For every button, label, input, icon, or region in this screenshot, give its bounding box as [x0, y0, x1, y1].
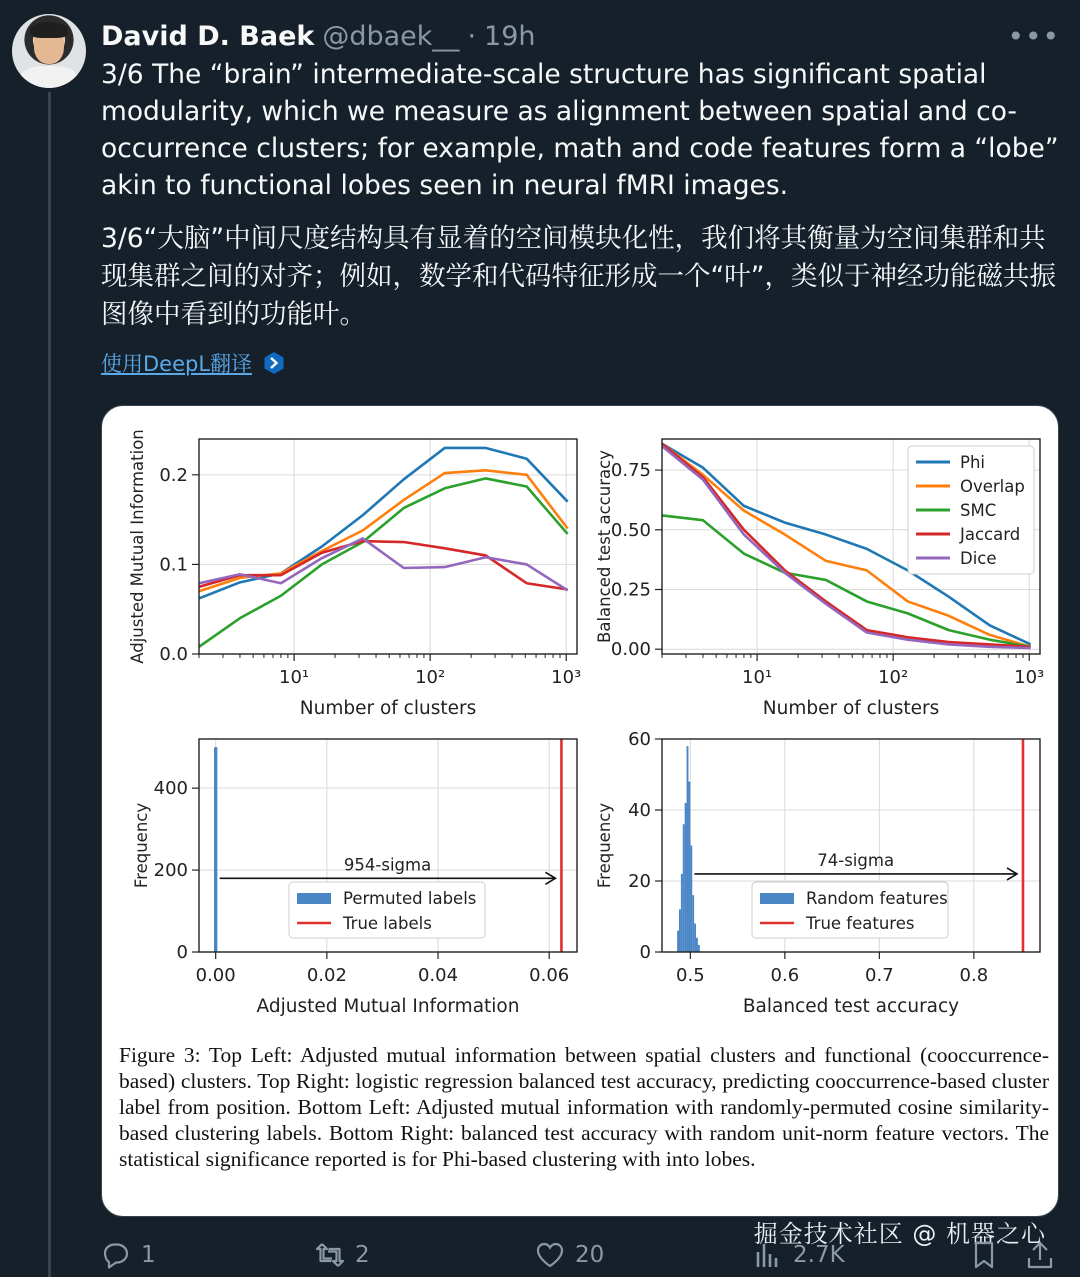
timestamp[interactable]: 19h [484, 20, 536, 52]
tweet-body-translated: 3/6“大脑”中间尺度结构具有显着的空间模块化性，我们将其衡量为空间集群和共现集群之间的对齐；例如，数学和代码特征形成一个“叶”，类似于神经功能磁共振图像中看到的功能叶。 [101, 223, 1056, 330]
legend-label: Permuted labels [343, 889, 477, 908]
y-tick-label: 0.25 [610, 579, 651, 601]
histogram-bar [214, 747, 217, 952]
bookmark-icon [969, 1240, 999, 1270]
share-icon [1025, 1240, 1055, 1270]
histogram-bar [690, 846, 692, 953]
histogram-bar [698, 945, 700, 952]
like-button[interactable] [535, 1240, 604, 1270]
legend-label: Dice [960, 549, 997, 568]
histogram-bar [696, 938, 698, 952]
y-tick-label: 40 [628, 800, 651, 821]
histogram-bar [692, 895, 694, 952]
sigma-label: 74-sigma [817, 850, 895, 870]
views-count: 2.7K [793, 1242, 845, 1268]
x-tick-label: 10³ [551, 667, 582, 688]
plot-frame [199, 439, 577, 654]
tweet-body: 3/6 The “brain” intermediate-scale structure has significant spatial modularity, which we measure as alignment between spatial and co-occurrence clusters; for example, math and code features form a “lobe” akin to functional lobes seen in neural fMRI images. [101, 59, 1059, 201]
y-tick-label: 20 [628, 871, 651, 892]
histogram-bar [683, 824, 685, 952]
x-tick-label: 0.6 [770, 965, 800, 986]
x-tick-label: 0.00 [195, 965, 236, 986]
y-axis-label: Frequency [595, 802, 614, 889]
legend-label: Jaccard [960, 525, 1021, 544]
views-button[interactable] [753, 1240, 845, 1270]
tweet-header [101, 16, 1060, 56]
bookmark-button[interactable] [969, 1240, 999, 1270]
separator-dot: · [467, 20, 477, 52]
histogram-bar [681, 874, 683, 952]
histogram-bar [687, 746, 689, 952]
translate-link[interactable] [101, 348, 286, 378]
x-tick-label: 10³ [1014, 667, 1045, 688]
y-tick-label: 0.1 [159, 554, 188, 576]
x-tick-label: 0.7 [865, 965, 894, 986]
share-button[interactable] [1025, 1240, 1055, 1270]
legend-label: True labels [343, 914, 432, 933]
y-tick-label: 0.00 [610, 639, 651, 661]
y-tick-label: 0 [176, 942, 188, 963]
thread-line [48, 92, 51, 1277]
legend-swatch [297, 893, 331, 904]
histogram-bar [688, 782, 690, 952]
avatar[interactable] [12, 14, 86, 88]
x-axis-label: Adjusted Mutual Information [256, 996, 520, 1017]
author-name[interactable]: David D. Baek [101, 20, 315, 52]
x-axis-label: Number of clusters [299, 698, 477, 719]
views-icon [753, 1240, 783, 1270]
figure-svg [102, 406, 1059, 1036]
y-tick-label: 0.0 [159, 644, 188, 665]
x-axis-label: Number of clusters [762, 698, 940, 719]
y-tick-label: 60 [628, 729, 651, 750]
legend-label: SMC [960, 501, 997, 520]
x-tick-label: 10² [878, 667, 909, 688]
y-tick-label: 0.2 [159, 464, 188, 486]
legend-label: Overlap [960, 477, 1025, 496]
more-options-icon[interactable]: ••• [1007, 20, 1060, 53]
sigma-label: 954-sigma [343, 855, 432, 875]
x-tick-label: 0.5 [676, 965, 705, 986]
y-tick-label: 0.75 [610, 460, 651, 482]
x-tick-label: 0.8 [959, 965, 989, 986]
heart-icon [535, 1240, 565, 1270]
translate-label[interactable]: 使用DeepL翻译 [101, 352, 253, 376]
y-tick-label: 200 [153, 860, 188, 882]
legend-label: Random features [806, 889, 948, 908]
y-axis-label: Frequency [132, 802, 151, 889]
deepl-icon [262, 351, 286, 375]
y-tick-label: 400 [153, 778, 188, 800]
retweet-icon [315, 1240, 345, 1270]
x-tick-label: 10² [415, 667, 446, 688]
reply-icon [101, 1240, 131, 1270]
y-tick-label: 0.50 [610, 519, 651, 541]
figure-caption: Figure 3: Top Left: Adjusted mutual information between spatial clusters and functional (cooccurrence-based) clusters. Top Right: logistic regression balanced test accuracy, predicting cooccurrence-based cluster label from position. Bottom Left: Adjusted mutual information with randomly-permuted cosine similarity-based clustering labels. Bottom Right: balanced test accuracy with random unit-norm feature vectors. The statistical significance reported is for Phi-based clustering with into lobes. [119, 1043, 1049, 1171]
author-handle[interactable]: @dbaek__ [322, 20, 460, 52]
x-axis-label: Balanced test accuracy [742, 996, 960, 1017]
reply-count: 1 [141, 1242, 156, 1268]
legend-label: Phi [960, 453, 985, 472]
series-line-jaccard [199, 541, 568, 589]
x-tick-label: 10¹ [279, 667, 310, 688]
y-tick-label: 0 [639, 942, 651, 963]
y-axis-label: Balanced test accuracy [595, 450, 614, 643]
histogram-bar [694, 924, 696, 952]
reply-button[interactable] [101, 1240, 156, 1270]
watermark: 掘金技术社区 @ 机器之心 [753, 1220, 1046, 1248]
histogram-bar [679, 909, 681, 952]
histogram-bar [685, 803, 687, 952]
legend-label: True features [806, 914, 915, 933]
x-tick-label: 0.04 [417, 965, 459, 986]
y-axis-label: Adjusted Mutual Information [128, 429, 147, 664]
x-tick-label: 10¹ [742, 667, 773, 688]
avatar-hair [30, 22, 68, 38]
x-tick-label: 0.06 [529, 965, 570, 986]
legend-swatch [760, 893, 794, 904]
x-tick-label: 0.02 [306, 965, 347, 986]
avatar-shirt [20, 66, 78, 88]
histogram-bar [677, 931, 679, 952]
like-count: 20 [575, 1242, 605, 1268]
retweet-button[interactable] [315, 1240, 370, 1270]
retweet-count: 2 [355, 1242, 370, 1268]
figure-card[interactable] [101, 405, 1059, 1217]
action-bar [101, 1240, 1061, 1277]
